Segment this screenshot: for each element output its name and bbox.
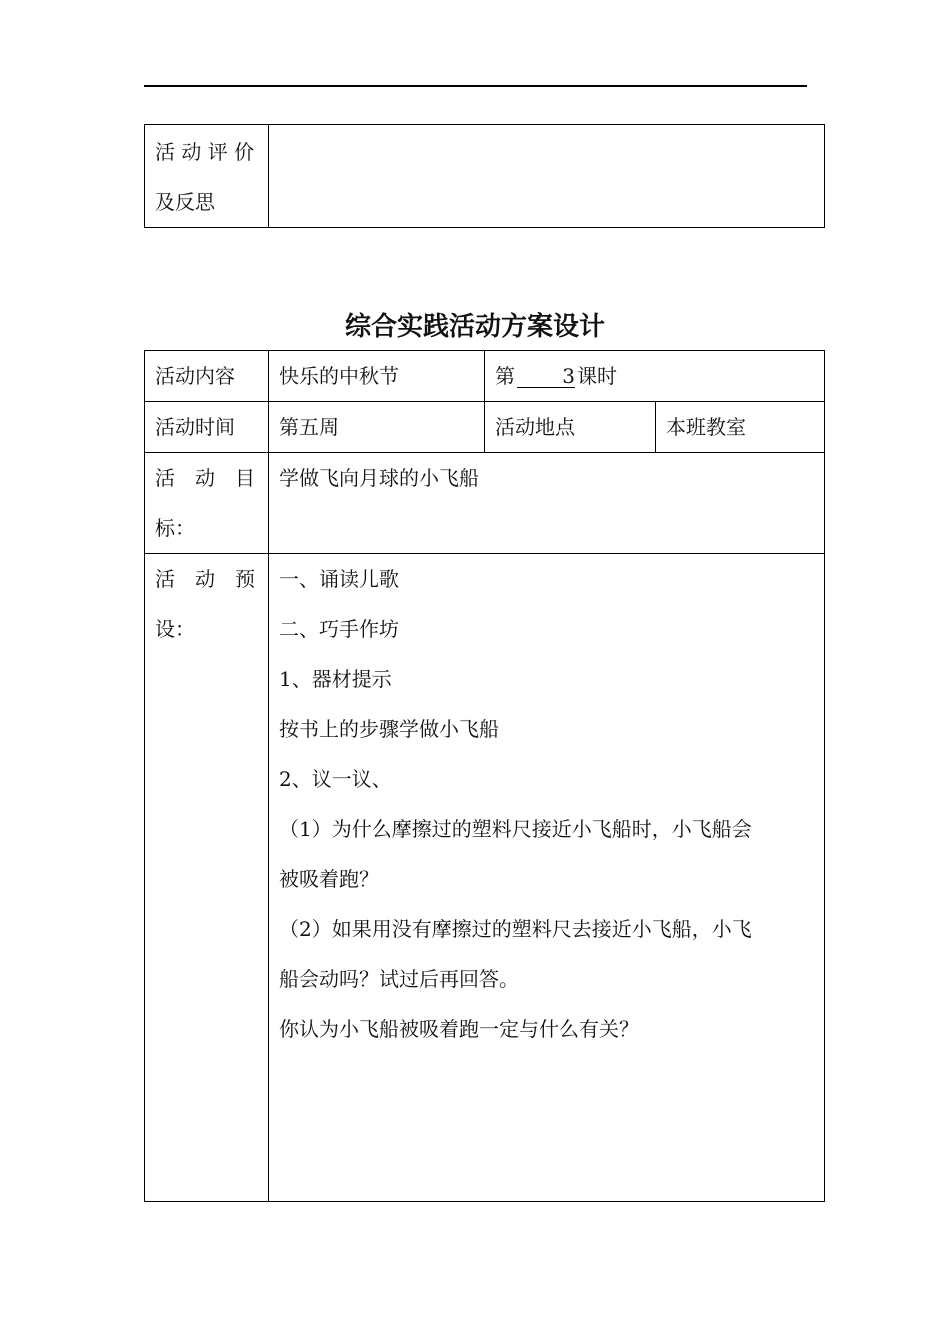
place-value: 本班教室	[656, 402, 825, 453]
reflection-label-cell	[145, 125, 269, 228]
place-label: 活动地点	[485, 402, 656, 453]
activity-plan-table	[144, 350, 825, 1202]
time-label: 活动时间	[145, 402, 269, 453]
lesson-number: 3	[517, 365, 575, 388]
plan-line: 按书上的步骤学做小飞船	[279, 717, 499, 741]
plan-label	[145, 554, 269, 1202]
content-row	[145, 351, 825, 402]
reflection-label-line1: 活 动 评 价	[155, 140, 255, 164]
time-value: 第五周	[269, 402, 485, 453]
reflection-content-cell	[269, 125, 825, 228]
plan-line: 船会动吗？试过后再回答。	[279, 967, 519, 991]
lesson-cell	[485, 351, 825, 402]
plan-content	[269, 554, 825, 1202]
plan-label-line2: 设：	[155, 617, 195, 641]
plan-line: 被吸着跑？	[279, 867, 379, 891]
plan-line: 一、诵读儿歌	[279, 567, 399, 591]
plan-row	[145, 554, 825, 1202]
plan-line: （1）为什么摩擦过的塑料尺接近小飞船时，小飞船会	[279, 817, 752, 841]
plan-line: （2）如果用没有摩擦过的塑料尺去接近小飞船，小飞	[279, 917, 752, 941]
reflection-row	[145, 125, 825, 228]
goal-row	[145, 453, 825, 554]
content-label: 活动内容	[145, 351, 269, 402]
content-value: 快乐的中秋节	[269, 351, 485, 402]
goal-label-line1: 活 动 目	[155, 466, 255, 490]
header-rule	[144, 85, 807, 87]
goal-label	[145, 453, 269, 554]
reflection-table	[144, 124, 825, 228]
plan-line: 1、器材提示	[279, 667, 392, 691]
goal-value: 学做飞向月球的小飞船	[269, 453, 825, 554]
plan-line: 2、议一议、	[279, 767, 392, 791]
lesson-prefix: 第	[495, 364, 515, 388]
plan-label-line1: 活 动 预	[155, 567, 255, 591]
time-row	[145, 402, 825, 453]
reflection-label-line2: 及反思	[155, 190, 215, 214]
page-title: 综合实践活动方案设计	[344, 312, 605, 342]
plan-line: 二、巧手作坊	[279, 617, 399, 641]
lesson-suffix: 课时	[577, 364, 617, 388]
goal-label-line2: 标：	[155, 516, 195, 540]
plan-line: 你认为小飞船被吸着跑一定与什么有关？	[279, 1017, 639, 1041]
